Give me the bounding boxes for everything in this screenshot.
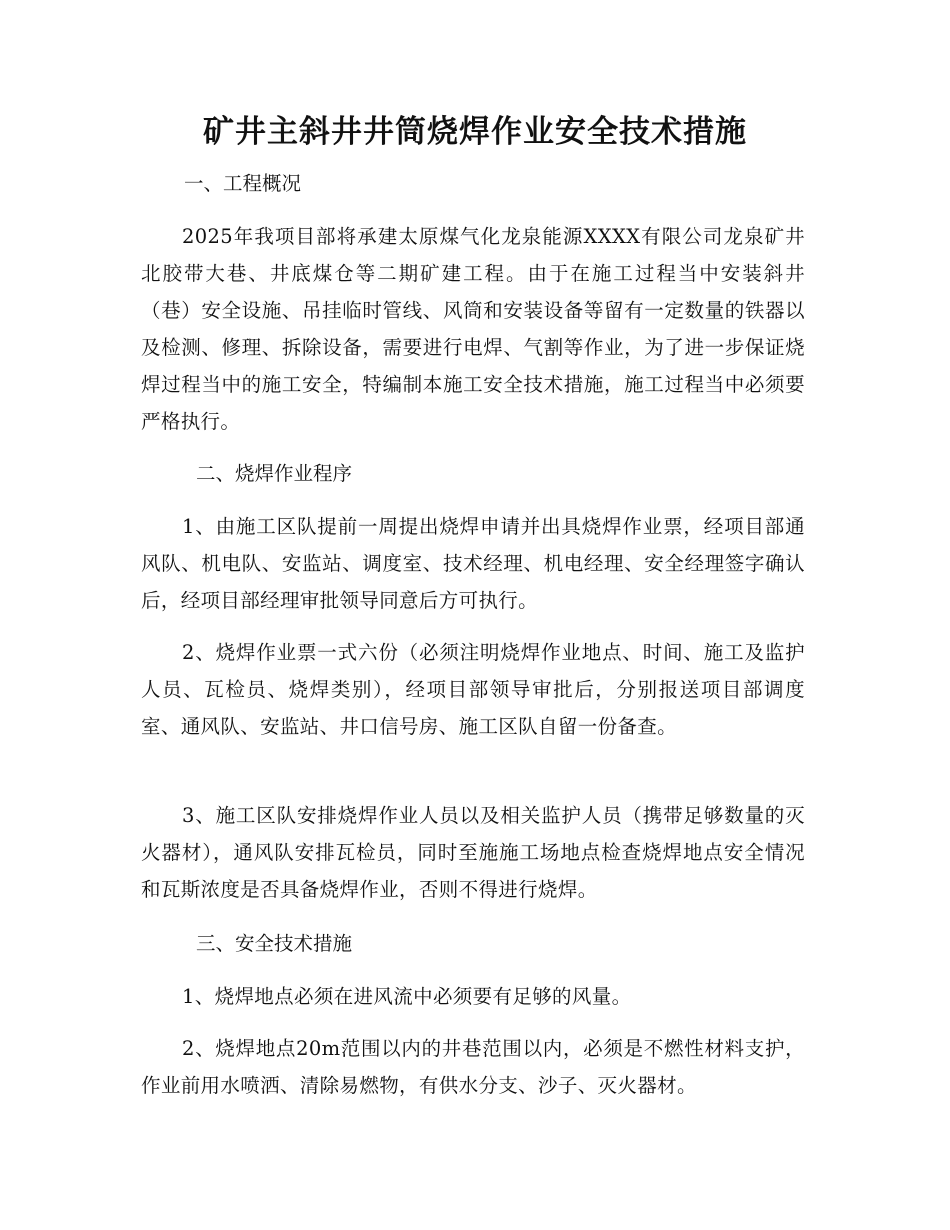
document-title: 矿井主斜井井筒烧焊作业安全技术措施 — [203, 114, 747, 150]
section-heading-procedure: 二、烧焊作业程序 — [196, 462, 353, 485]
paragraph-safety-1: 1、烧焊地点必须在进风流中必须要有足够的风量。 — [182, 985, 632, 1008]
paragraph-procedure-3: 3、施工区队安排烧焊作业人员以及相关监护人员（携带足够数量的灭火器材），通风队安排瓦检员，同时至施施工场地点检查烧焊地点安全情况和瓦斯浓度是否具备烧焊作业，否则不得进行烧焊。 — [141, 804, 805, 901]
paragraph-safety-2: 2、烧焊地点20m范围以内的井巷范围以内，必须是不燃性材料支护，作业前用水喷洒、清除易燃物，有供水分支、沙子、灭火器材。 — [141, 1037, 805, 1097]
paragraph-overview: 2025年我项目部将承建太原煤气化龙泉能源XXXX有限公司龙泉矿井北胶带大巷、井底煤仓等二期矿建工程。由于在施工过程当中安装斜井（巷）安全设施、吊挂临时管线、风筒和安装设备等留有一定数量的铁器以及检测、修理、拆除设备，需要进行电焊、气割等作业，为了进一步保证烧焊过程当中的施工安全，特编制本施工安全技术措施，施工过程当中必须要严格执行。 — [141, 225, 805, 433]
section-heading-safety: 三、安全技术措施 — [196, 932, 353, 955]
paragraph-procedure-1: 1、由施工区队提前一周提出烧焊申请并出具烧焊作业票，经项目部通风队、机电队、安监站、调度室、技术经理、机电经理、安全经理签字确认后，经项目部经理审批领导同意后方可执行。 — [141, 515, 805, 612]
paragraph-procedure-2: 2、烧焊作业票一式六份（必须注明烧焊作业地点、时间、施工及监护人员、瓦检员、烧焊类别），经项目部领导审批后，分别报送项目部调度室、通风队、安监站、井口信号房、施工区队自留一份备查。 — [141, 641, 805, 738]
section-heading-overview: 一、工程概况 — [184, 172, 302, 195]
